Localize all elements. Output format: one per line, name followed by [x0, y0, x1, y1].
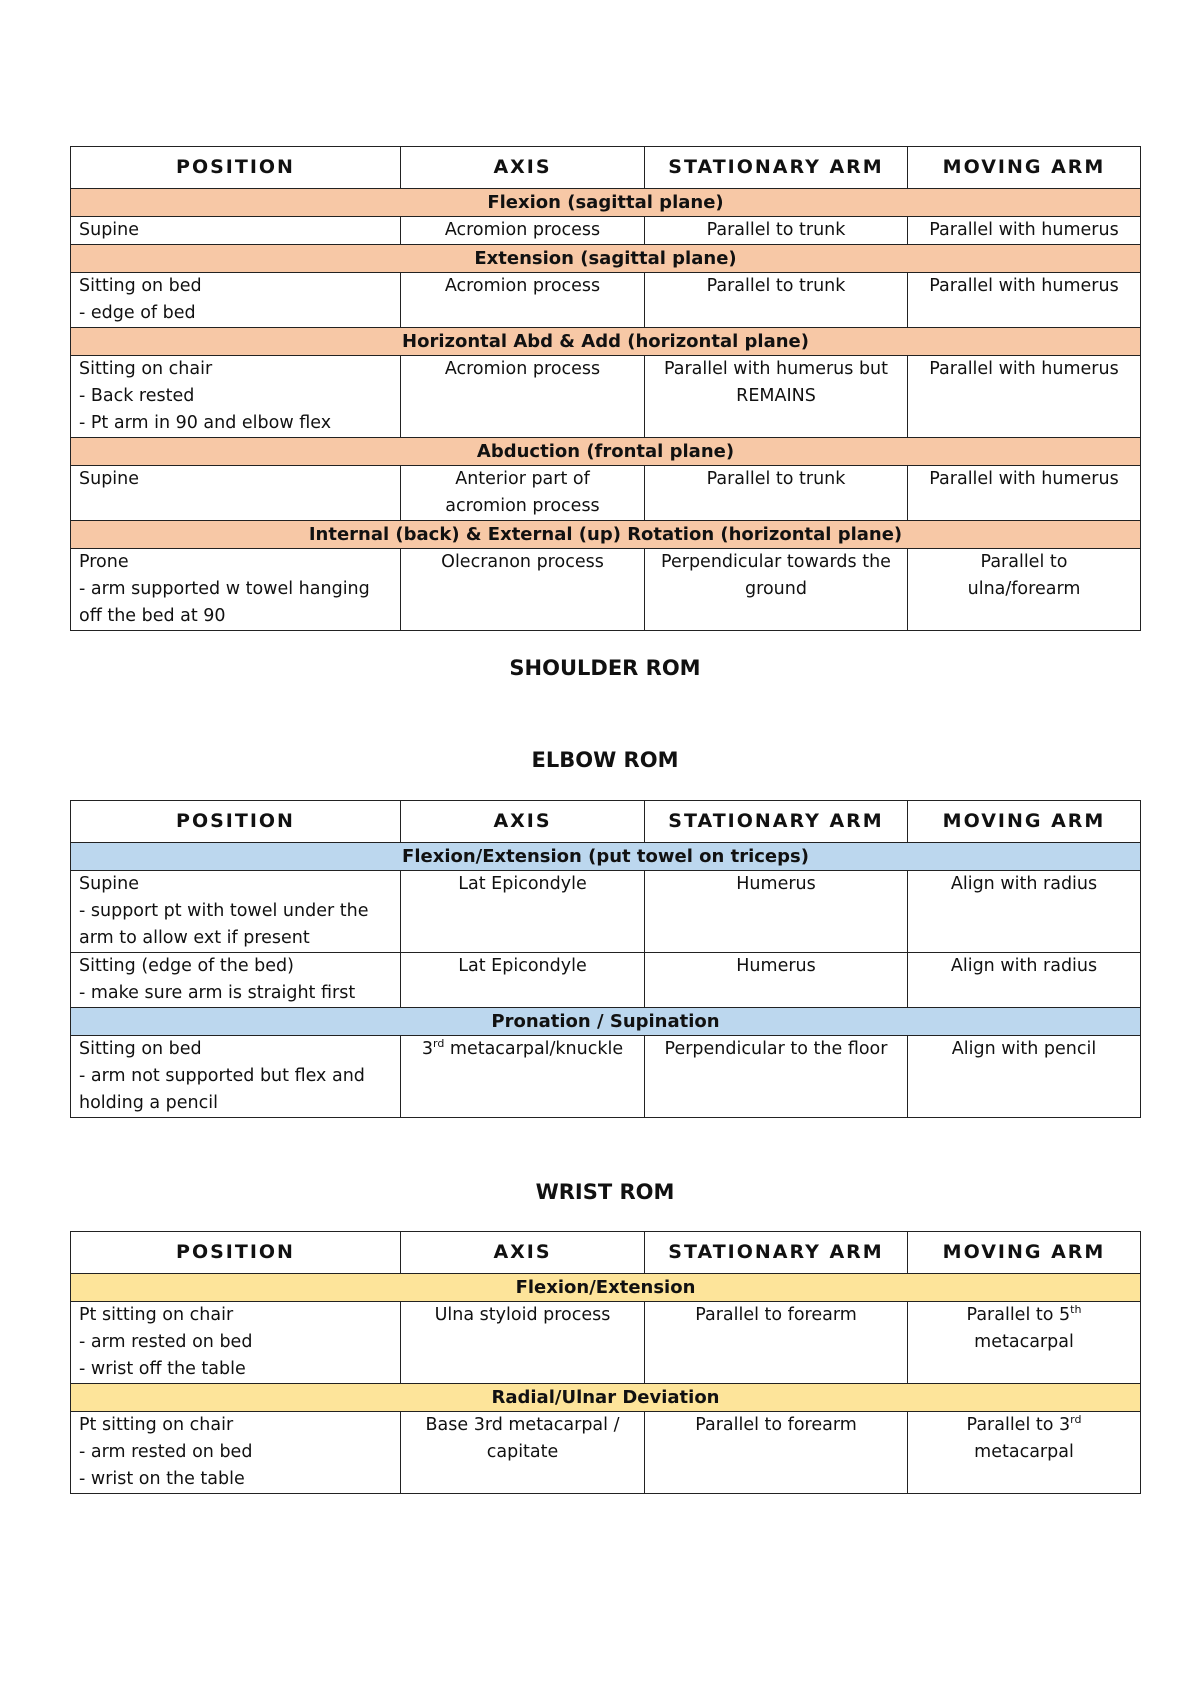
stationary-cell: [645, 549, 908, 631]
cell-line: Acromion process: [444, 220, 601, 240]
position-cell: [71, 549, 401, 631]
cell-line: Ulna styloid process: [434, 1305, 611, 1325]
shoulder-rom-title: SHOULDER ROM: [509, 656, 701, 680]
stationary-cell: [645, 1412, 908, 1494]
column-header: MOVING ARM: [908, 801, 1141, 843]
cell-line: Sitting on bed: [79, 276, 202, 296]
table-row: [71, 356, 1141, 438]
cell-line: Parallel to 5th: [966, 1303, 1082, 1325]
section-row: [71, 189, 1141, 217]
section-row: [71, 438, 1141, 466]
cell-line: Olecranon process: [441, 552, 604, 572]
cell-line: Parallel to trunk: [706, 276, 846, 296]
cell-line: - arm rested on bed: [79, 1332, 253, 1352]
section-row: [71, 1384, 1141, 1412]
column-header: STATIONARY ARM: [645, 147, 908, 189]
cell-line: Parallel with humerus: [929, 220, 1119, 240]
section-label: Extension (sagittal plane): [71, 245, 1141, 273]
stationary-cell: [645, 871, 908, 953]
cell-line: Parallel with humerus but: [663, 359, 889, 379]
cell-line: Sitting (edge of the bed): [79, 956, 294, 976]
cell-line: Supine: [79, 469, 140, 489]
cell-line: - arm not supported but flex and: [79, 1066, 365, 1086]
column-header: MOVING ARM: [908, 1232, 1141, 1274]
column-header: STATIONARY ARM: [645, 1232, 908, 1274]
section-label: Flexion/Extension: [71, 1274, 1141, 1302]
cell-line: Parallel to trunk: [706, 220, 846, 240]
axis-cell: [401, 217, 645, 245]
elbow-rom-table: [70, 800, 1141, 1118]
cell-line: Supine: [79, 874, 140, 894]
moving-cell: [908, 273, 1141, 328]
section-row: [71, 843, 1141, 871]
cell-line: metacarpal: [974, 1332, 1074, 1352]
axis-cell: [401, 1412, 645, 1494]
cell-line: acromion process: [445, 496, 600, 516]
cell-line: - arm rested on bed: [79, 1442, 253, 1462]
position-cell: [71, 466, 401, 521]
section-label: Radial/Ulnar Deviation: [71, 1384, 1141, 1412]
cell-line: - support pt with towel under the: [79, 901, 369, 921]
stationary-cell: [645, 1036, 908, 1118]
cell-line: Lat Epicondyle: [458, 956, 587, 976]
moving-cell: [908, 217, 1141, 245]
cell-line: Parallel with humerus: [929, 469, 1119, 489]
column-header: POSITION: [71, 801, 401, 843]
section-label: Flexion/Extension (put towel on triceps): [71, 843, 1141, 871]
stationary-cell: [645, 217, 908, 245]
position-cell: [71, 1412, 401, 1494]
cell-line: - wrist on the table: [79, 1469, 245, 1489]
cell-line: Humerus: [736, 956, 816, 976]
cell-line: - wrist off the table: [79, 1359, 246, 1379]
section-row: [71, 328, 1141, 356]
cell-line: - arm supported w towel hanging: [79, 579, 370, 599]
cell-line: Parallel to forearm: [695, 1415, 857, 1435]
cell-line: 3rd metacarpal/knuckle: [421, 1037, 624, 1059]
section-row: [71, 1008, 1141, 1036]
cell-line: Acromion process: [444, 276, 601, 296]
moving-cell: [908, 1036, 1141, 1118]
cell-line: Perpendicular towards the: [661, 552, 891, 572]
table-row: [71, 953, 1141, 1008]
position-cell: [71, 1036, 401, 1118]
cell-line: - make sure arm is straight first: [79, 983, 356, 1003]
section-row: [71, 521, 1141, 549]
position-cell: [71, 273, 401, 328]
cell-line: metacarpal: [974, 1442, 1074, 1462]
stationary-cell: [645, 466, 908, 521]
header-row: [71, 1232, 1141, 1274]
axis-cell: [401, 953, 645, 1008]
cell-line: Prone: [79, 552, 129, 572]
cell-line: Parallel to: [980, 552, 1068, 572]
table-row: [71, 1412, 1141, 1494]
moving-cell: [908, 356, 1141, 438]
header-row: [71, 801, 1141, 843]
moving-cell: [908, 1412, 1141, 1494]
cell-line: Parallel with humerus: [929, 359, 1119, 379]
position-cell: [71, 1302, 401, 1384]
table-row: [71, 1036, 1141, 1118]
cell-line: Sitting on chair: [79, 359, 213, 379]
cell-line: - edge of bed: [79, 303, 196, 323]
cell-line: Base 3rd metacarpal /: [425, 1415, 620, 1435]
axis-cell: [401, 1302, 645, 1384]
cell-line: Pt sitting on chair: [79, 1305, 234, 1325]
column-header: AXIS: [401, 1232, 645, 1274]
stationary-cell: [645, 356, 908, 438]
axis-cell: [401, 356, 645, 438]
moving-cell: [908, 1302, 1141, 1384]
column-header: POSITION: [71, 147, 401, 189]
cell-line: Acromion process: [444, 359, 601, 379]
cell-line: - Back rested: [79, 386, 195, 406]
moving-cell: [908, 549, 1141, 631]
cell-line: Align with radius: [950, 874, 1098, 894]
cell-line: arm to allow ext if present: [79, 928, 310, 948]
cell-line: holding a pencil: [79, 1093, 218, 1113]
cell-line: Lat Epicondyle: [458, 874, 587, 894]
cell-line: REMAINS: [736, 386, 816, 406]
column-header: MOVING ARM: [908, 147, 1141, 189]
table-row: [71, 549, 1141, 631]
cell-line: Perpendicular to the floor: [664, 1039, 888, 1059]
position-cell: [71, 217, 401, 245]
section-label: Pronation / Supination: [71, 1008, 1141, 1036]
table-row: [71, 466, 1141, 521]
cell-line: Anterior part of: [455, 469, 590, 489]
column-header: POSITION: [71, 1232, 401, 1274]
stationary-cell: [645, 953, 908, 1008]
cell-line: ulna/forearm: [967, 579, 1081, 599]
section-label: Abduction (frontal plane): [71, 438, 1141, 466]
stationary-cell: [645, 1302, 908, 1384]
table-row: [71, 1302, 1141, 1384]
position-cell: [71, 953, 401, 1008]
axis-cell: [401, 1036, 645, 1118]
section-label: Horizontal Abd & Add (horizontal plane): [71, 328, 1141, 356]
column-header: STATIONARY ARM: [645, 801, 908, 843]
cell-line: Align with pencil: [951, 1039, 1097, 1059]
cell-line: Parallel to trunk: [706, 469, 846, 489]
column-header: AXIS: [401, 147, 645, 189]
moving-cell: [908, 953, 1141, 1008]
axis-cell: [401, 466, 645, 521]
axis-cell: [401, 273, 645, 328]
cell-line: Pt sitting on chair: [79, 1415, 234, 1435]
table-row: [71, 871, 1141, 953]
cell-line: off the bed at 90: [79, 606, 226, 626]
cell-line: Humerus: [736, 874, 816, 894]
section-label: Flexion (sagittal plane): [71, 189, 1141, 217]
section-row: [71, 245, 1141, 273]
cell-line: ground: [745, 579, 807, 599]
table-row: [71, 217, 1141, 245]
cell-line: Parallel with humerus: [929, 276, 1119, 296]
cell-line: Align with radius: [950, 956, 1098, 976]
table-row: [71, 273, 1141, 328]
axis-cell: [401, 871, 645, 953]
column-header: AXIS: [401, 801, 645, 843]
stationary-cell: [645, 273, 908, 328]
section-row: [71, 1274, 1141, 1302]
position-cell: [71, 871, 401, 953]
position-cell: [71, 356, 401, 438]
cell-line: Sitting on bed: [79, 1039, 202, 1059]
wrist-rom-title: WRIST ROM: [535, 1180, 675, 1204]
shoulder-rom-table: [70, 146, 1141, 631]
moving-cell: [908, 871, 1141, 953]
section-label: Internal (back) & External (up) Rotation (horizontal plane): [71, 521, 1141, 549]
moving-cell: [908, 466, 1141, 521]
axis-cell: [401, 549, 645, 631]
cell-line: Supine: [79, 220, 140, 240]
cell-line: Parallel to 3rd: [966, 1413, 1082, 1435]
cell-line: - Pt arm in 90 and elbow flex: [79, 413, 332, 433]
wrist-rom-table: [70, 1231, 1141, 1494]
cell-line: Parallel to forearm: [695, 1305, 857, 1325]
cell-line: capitate: [486, 1442, 559, 1462]
header-row: [71, 147, 1141, 189]
elbow-rom-title: ELBOW ROM: [531, 748, 679, 772]
